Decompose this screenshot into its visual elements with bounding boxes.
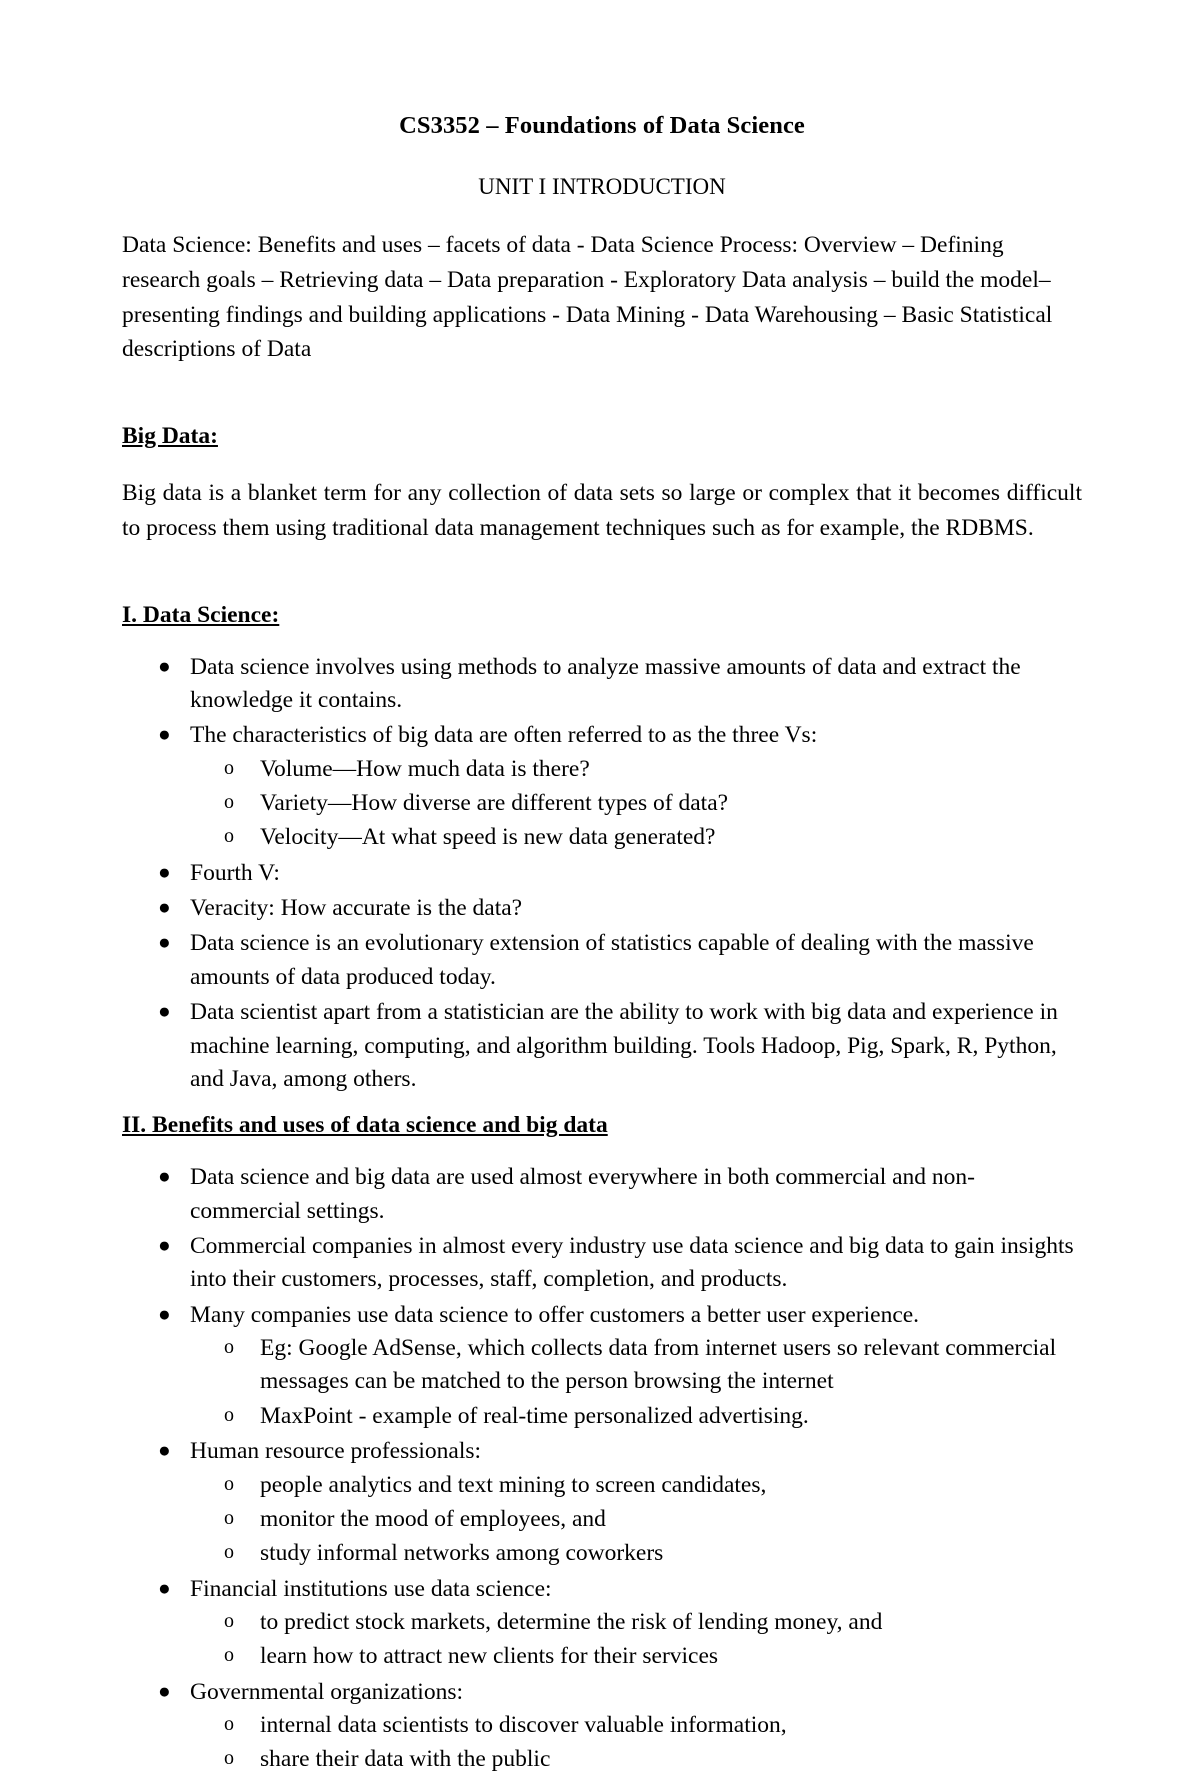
sub-bullet-icon: o	[224, 1541, 234, 1564]
list-item	[122, 1230, 1082, 1297]
sublist-item-label: study informal networks among coworkers	[260, 1540, 664, 1567]
unit-heading: UNIT I INTRODUCTION	[478, 174, 726, 199]
bullet-icon: ●	[158, 1575, 171, 1600]
list-item-label: Commercial companies in almost every industry use data science and big data to gain insights into their customers, processes, staff, completion, and products.	[190, 1232, 1074, 1293]
section-heading-benefits: II. Benefits and uses of data science and big data	[122, 1112, 608, 1139]
sublist-item	[190, 1537, 1082, 1570]
sublist	[190, 1709, 1082, 1777]
sublist-item-label: to predict stock markets, determine the risk of lending money, and	[260, 1608, 883, 1635]
syllabus-paragraph: Data Science: Benefits and uses – facets of data - Data Science Process: Overview – Defining research goals – Retrieving data – Data preparation - Exploratory Data analysis – build the model– presenting findings and building applications - Data Mining - Data Warehousing – Basic Statistical descriptions of Data	[122, 232, 1053, 363]
sublist	[190, 1606, 1082, 1674]
list-item-label: Fourth V:	[190, 859, 280, 886]
list-item-label: Human resource professionals:	[190, 1438, 482, 1465]
list-item	[122, 1573, 1082, 1674]
sub-bullet-icon: o	[224, 791, 234, 814]
sublist-item-label: learn how to attract new clients for their services	[260, 1643, 719, 1670]
bullet-icon: ●	[158, 653, 171, 678]
list-item	[122, 719, 1082, 854]
big-data-paragraph: Big data is a blanket term for any collection of data sets so large or complex that it becomes difficult to process them using traditional data management techniques such as for example, the RDBMS.	[122, 480, 1082, 541]
bullet-icon: ●	[158, 1438, 171, 1463]
list-item-label: Financial institutions use data science:	[190, 1575, 552, 1602]
sub-bullet-icon: o	[224, 825, 234, 848]
sublist-item	[190, 753, 1082, 786]
sub-bullet-icon: o	[224, 1644, 234, 1667]
list-item	[122, 1299, 1082, 1433]
sublist-item	[190, 1469, 1082, 1502]
benefits-list	[122, 1161, 1082, 1776]
list-item	[122, 857, 1082, 890]
bullet-icon: ●	[158, 1678, 171, 1703]
list-item-label: Many companies use data science to offer customers a better user experience.	[190, 1301, 920, 1328]
page-title: CS3352 – Foundations of Data Science	[399, 112, 805, 139]
sublist-item-label: Volume—How much data is there?	[260, 755, 590, 782]
sublist-item	[190, 1640, 1082, 1673]
sub-bullet-icon: o	[224, 1609, 234, 1632]
section-heading-data-science: I. Data Science:	[122, 601, 280, 628]
sublist-item	[190, 1503, 1082, 1536]
section-heading-big-data: Big Data:	[122, 423, 218, 450]
sublist	[190, 1332, 1082, 1433]
list-item-label: Governmental organizations:	[190, 1678, 464, 1705]
list-item-label: The characteristics of big data are often referred to as the three Vs:	[190, 722, 818, 749]
bullet-icon: ●	[158, 1232, 171, 1257]
list-item	[122, 927, 1082, 994]
list-item-label: Veracity: How accurate is the data?	[190, 895, 523, 922]
sublist-item	[190, 1332, 1082, 1399]
sublist-item	[190, 1743, 1082, 1776]
sublist-item	[190, 1606, 1082, 1639]
list-item	[122, 892, 1082, 925]
sublist-item-label: share their data with the public	[260, 1746, 551, 1773]
bullet-icon: ●	[158, 1301, 171, 1326]
sublist-item-label: Variety—How diverse are different types of data?	[260, 790, 729, 817]
list-item	[122, 651, 1082, 718]
list-item-label: Data scientist apart from a statistician are the ability to work with big data and experience in machine learning, computing, and algorithm building. Tools Hadoop, Pig, Spark, R, Python, and Java, among others.	[190, 999, 1058, 1092]
sublist-item-label: Velocity—At what speed is new data generated?	[260, 824, 716, 851]
sublist-item	[190, 787, 1082, 820]
sublist-item-label: Eg: Google AdSense, which collects data from internet users so relevant commercial messages can be matched to the person browsing the internet	[260, 1335, 1057, 1395]
sublist	[190, 1469, 1082, 1571]
sublist-item-label: MaxPoint - example of real-time personalized advertising.	[260, 1402, 809, 1429]
sub-bullet-icon: o	[224, 1403, 234, 1426]
sub-bullet-icon: o	[224, 1472, 234, 1495]
sublist-item-label: monitor the mood of employees, and	[260, 1505, 606, 1532]
list-item	[122, 996, 1082, 1096]
bullet-icon: ●	[158, 930, 171, 955]
list-item-label: Data science is an evolutionary extension of statistics capable of dealing with the massive amounts of data produced today.	[190, 930, 1034, 990]
bullet-icon: ●	[158, 999, 171, 1024]
sublist-item	[190, 1709, 1082, 1742]
list-item-label: Data science involves using methods to analyze massive amounts of data and extract the knowledge it contains.	[190, 653, 1021, 713]
sub-bullet-icon: o	[224, 1713, 234, 1736]
sublist-item-label: internal data scientists to discover valuable information,	[260, 1712, 787, 1739]
sub-bullet-icon: o	[224, 1506, 234, 1529]
bullet-icon: ●	[158, 859, 171, 884]
sub-bullet-icon: o	[224, 756, 234, 779]
bullet-icon: ●	[158, 895, 171, 920]
list-item	[122, 1161, 1082, 1228]
sublist	[190, 753, 1082, 855]
bullet-icon: ●	[158, 722, 171, 747]
sublist-item-label: people analytics and text mining to screen candidates,	[260, 1471, 767, 1498]
data-science-list	[122, 651, 1082, 1097]
bullet-icon: ●	[158, 1164, 171, 1189]
sublist-item	[190, 821, 1082, 854]
sub-bullet-icon: o	[224, 1747, 234, 1770]
list-item	[122, 1435, 1082, 1570]
sub-bullet-icon: o	[224, 1336, 234, 1359]
list-item-label: Data science and big data are used almost everywhere in both commercial and non-commercial settings.	[190, 1164, 975, 1224]
list-item	[122, 1676, 1082, 1777]
sublist-item	[190, 1400, 1082, 1433]
